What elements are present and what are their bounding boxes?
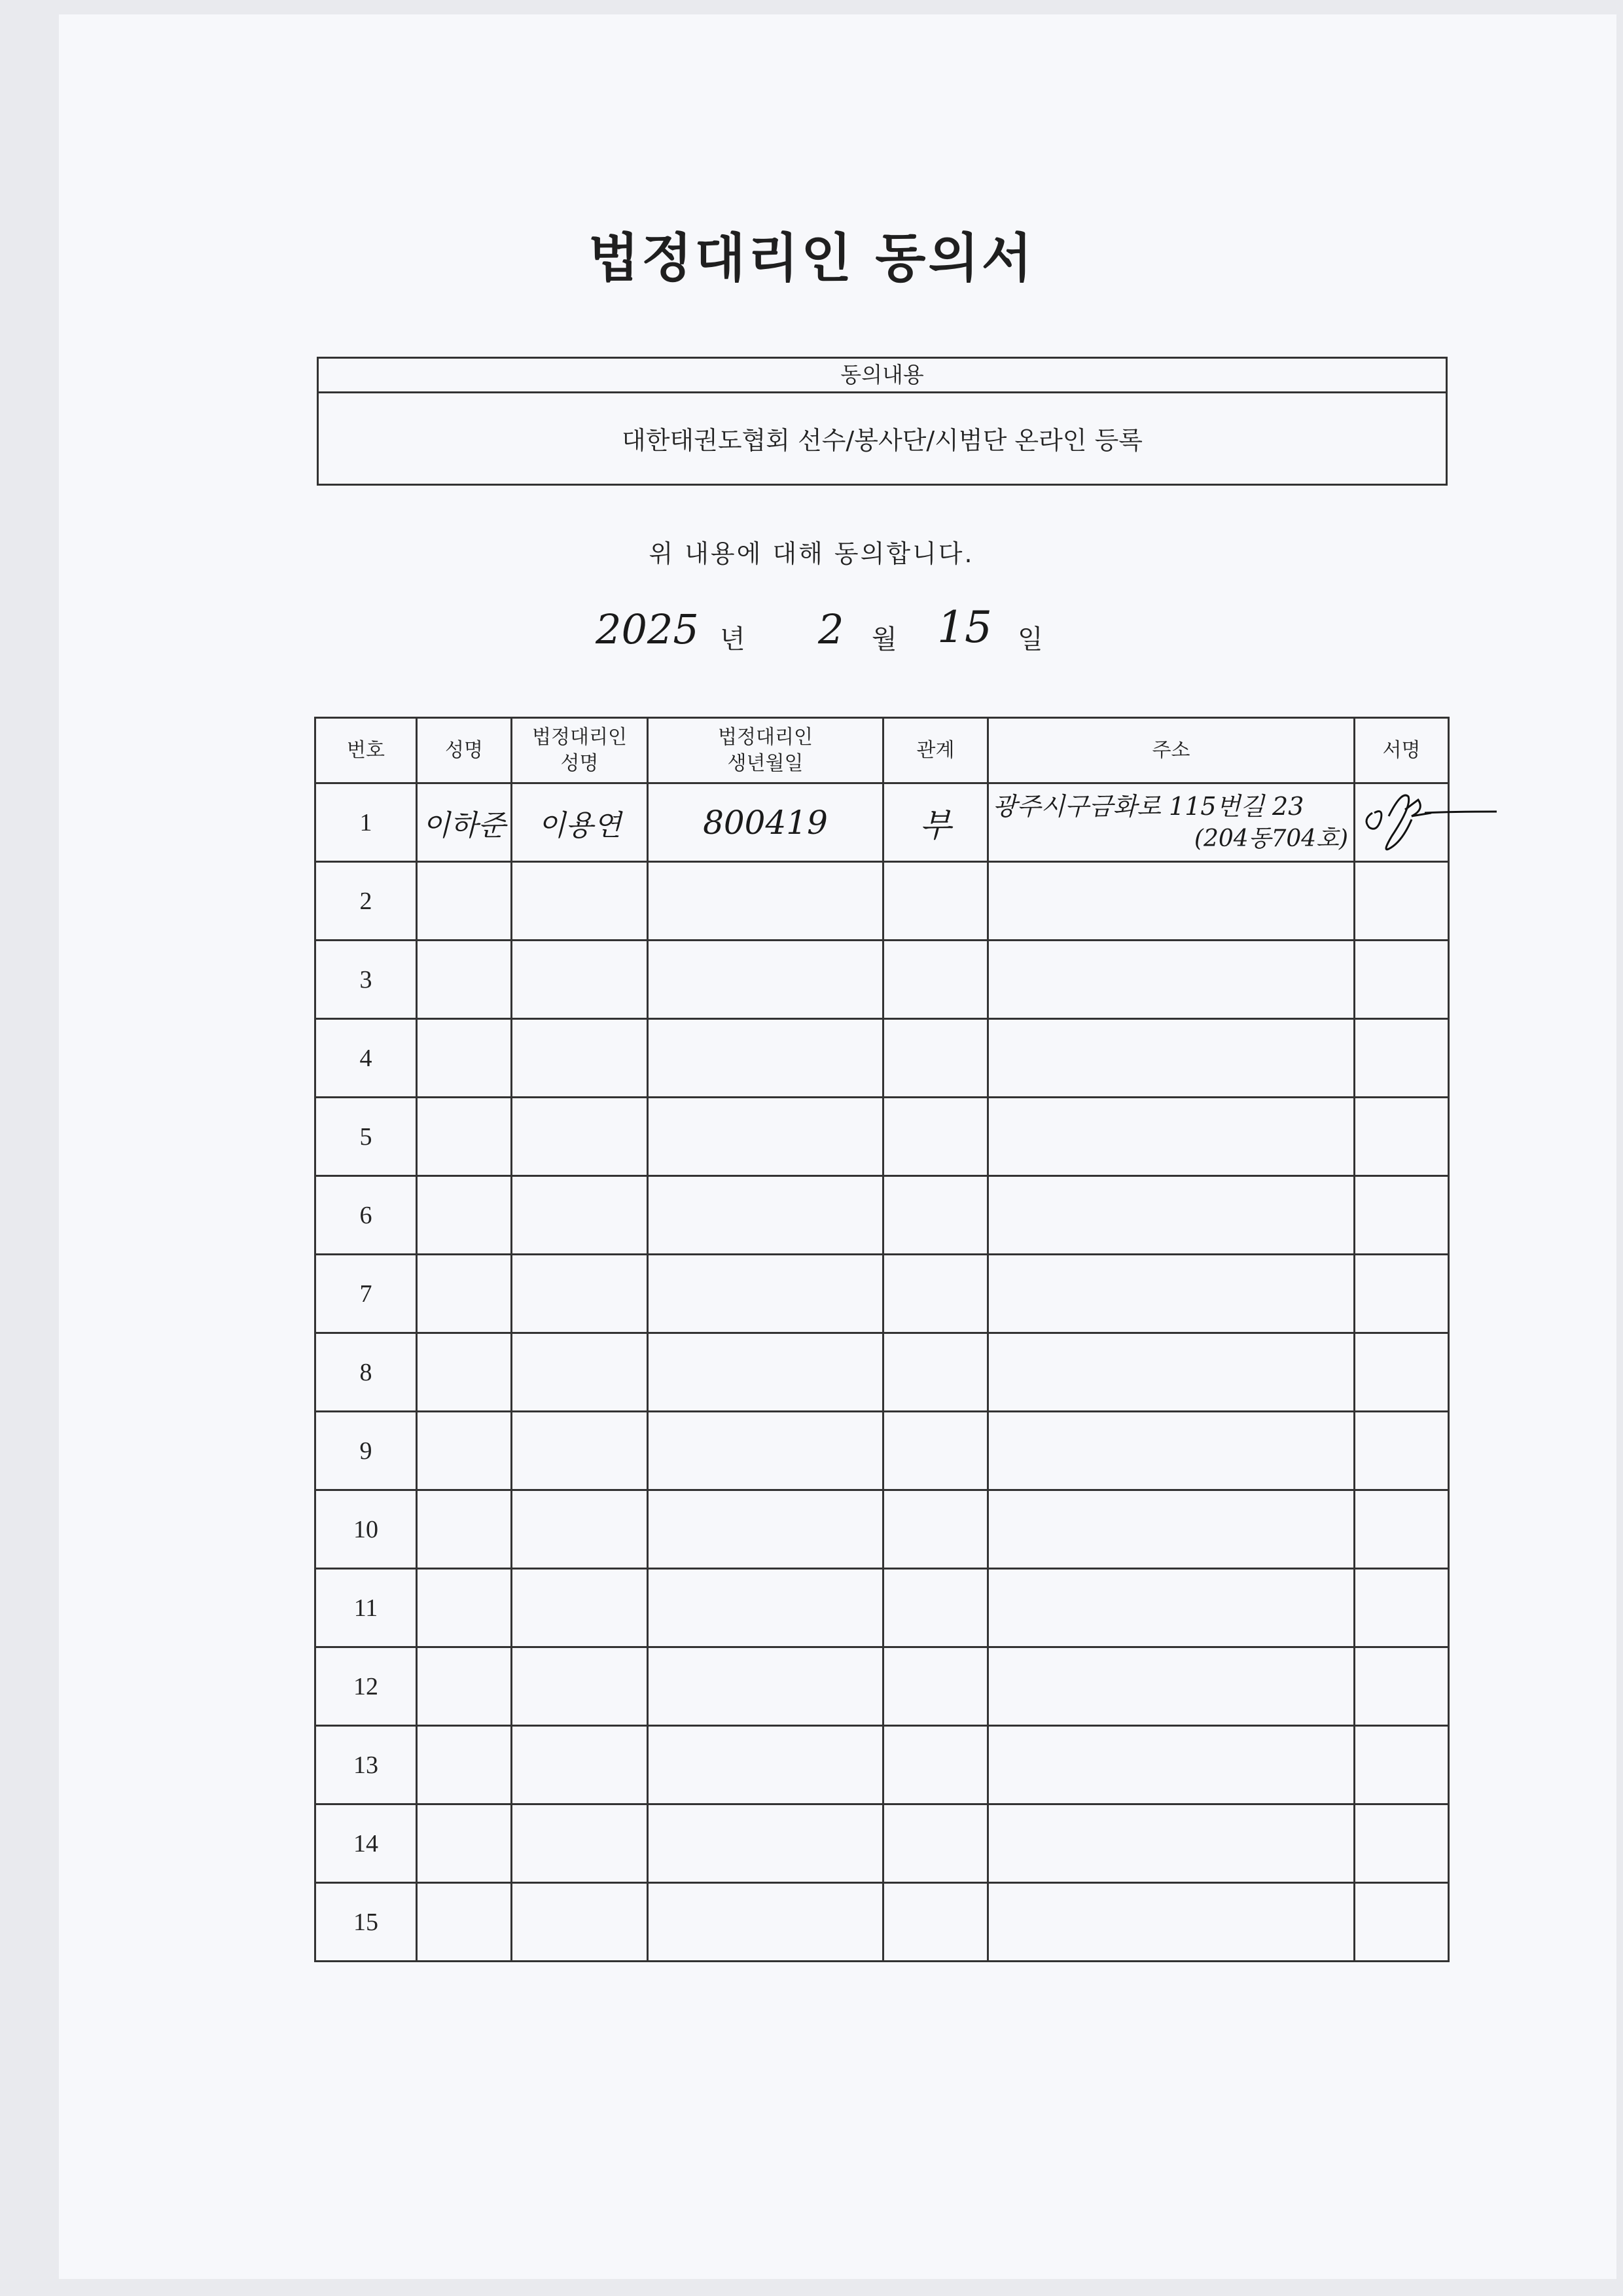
guardian-birth-cell[interactable] <box>648 1333 883 1412</box>
address-cell[interactable] <box>988 862 1355 941</box>
table-row <box>315 1098 1449 1176</box>
row-number-cell: 10 <box>315 1490 417 1569</box>
row-number-cell: 1 <box>315 783 417 862</box>
guardian-name-cell[interactable] <box>512 1098 648 1176</box>
table-row <box>315 1019 1449 1098</box>
registration-table <box>314 717 1450 1962</box>
guardian-name-cell[interactable] <box>512 1412 648 1490</box>
address-cell[interactable] <box>988 1490 1355 1569</box>
address-cell[interactable] <box>988 1804 1355 1883</box>
signature-cell[interactable] <box>1355 862 1449 941</box>
guardian-birth-cell[interactable] <box>648 941 883 1019</box>
table-row <box>315 783 1449 862</box>
guardian-birth-cell[interactable] <box>648 783 883 862</box>
student-name-cell[interactable] <box>417 1490 512 1569</box>
student-name-cell[interactable] <box>417 941 512 1019</box>
address-cell[interactable] <box>988 1255 1355 1333</box>
relation-cell[interactable] <box>883 1647 988 1726</box>
guardian-name-handwritten: 이용연 <box>537 808 622 842</box>
guardian-name-cell[interactable] <box>512 1019 648 1098</box>
address-line1-handwritten: 광주시구금화로 115번길 23 <box>993 791 1304 821</box>
guardian-name-cell[interactable] <box>512 862 648 941</box>
consent-body: 대한태권도협회 선수/봉사단/시범단 온라인 등록 <box>621 426 1143 455</box>
row-number-cell: 15 <box>315 1883 417 1962</box>
student-name-cell[interactable] <box>417 1647 512 1726</box>
document-title: 법정대리인 동의서 <box>588 228 1035 289</box>
date-month-label: 월 <box>872 624 897 655</box>
table-row <box>315 1412 1449 1490</box>
student-name-cell[interactable] <box>417 862 512 941</box>
student-name-cell[interactable] <box>417 783 512 862</box>
table-row <box>315 1176 1449 1255</box>
student-name-handwritten: 이하준 <box>422 808 506 842</box>
student-name-cell[interactable] <box>417 1255 512 1333</box>
header-signature: 서명 <box>1355 718 1449 783</box>
table-row <box>315 1647 1449 1726</box>
signature-cell[interactable] <box>1355 1804 1449 1883</box>
student-name-cell[interactable] <box>417 1726 512 1804</box>
student-name-cell[interactable] <box>417 1569 512 1647</box>
address-cell[interactable] <box>988 1412 1355 1490</box>
guardian-name-cell[interactable] <box>512 1647 648 1726</box>
address-cell[interactable] <box>988 1569 1355 1647</box>
relation-cell[interactable] <box>883 941 988 1019</box>
header-number: 번호 <box>315 718 417 783</box>
date-day-handwritten: 15 <box>937 602 992 653</box>
guardian-name-cell[interactable] <box>512 1726 648 1804</box>
student-name-cell[interactable] <box>417 1333 512 1412</box>
row-number-cell: 4 <box>315 1019 417 1098</box>
guardian-name-cell[interactable] <box>512 1333 648 1412</box>
header-name: 성명 <box>417 718 512 783</box>
guardian-birth-cell[interactable] <box>648 1019 883 1098</box>
signature-cell[interactable] <box>1355 1098 1449 1176</box>
guardian-birth-handwritten: 800419 <box>703 803 828 842</box>
relation-cell[interactable] <box>883 1883 988 1962</box>
address-cell[interactable] <box>988 1647 1355 1726</box>
row-number-cell: 12 <box>315 1647 417 1726</box>
signature-cell[interactable] <box>1355 1333 1449 1412</box>
relation-cell[interactable] <box>883 1019 988 1098</box>
header-relation: 관계 <box>883 718 988 783</box>
signature-cell[interactable] <box>1355 1883 1449 1962</box>
date-month-handwritten: 2 <box>818 605 844 653</box>
table-row <box>315 1255 1449 1333</box>
student-name-cell[interactable] <box>417 1176 512 1255</box>
relation-cell[interactable] <box>883 1804 988 1883</box>
row-number-cell: 2 <box>315 862 417 941</box>
header-guardian-birth: 법정대리인 생년월일 <box>648 718 883 783</box>
table-header-row <box>315 718 1449 783</box>
signature-cell[interactable] <box>1355 941 1449 1019</box>
address-cell[interactable] <box>988 1176 1355 1255</box>
student-name-cell[interactable] <box>417 1019 512 1098</box>
address-cell[interactable] <box>988 1019 1355 1098</box>
relation-cell[interactable] <box>883 1333 988 1412</box>
guardian-name-cell[interactable] <box>512 1569 648 1647</box>
table-row <box>315 941 1449 1019</box>
guardian-birth-cell[interactable] <box>648 862 883 941</box>
signature-cell[interactable] <box>1355 1647 1449 1726</box>
table-row <box>315 1333 1449 1412</box>
consent-heading: 동의내용 <box>319 359 1446 393</box>
guardian-birth-cell[interactable] <box>648 1883 883 1962</box>
header-guardian-name: 법정대리인 성명 <box>512 718 648 783</box>
guardian-name-cell[interactable] <box>512 1804 648 1883</box>
relation-cell[interactable] <box>883 1569 988 1647</box>
guardian-birth-cell[interactable] <box>648 1726 883 1804</box>
relation-cell[interactable] <box>883 1176 988 1255</box>
consent-content-box <box>317 357 1448 486</box>
signature-cell[interactable] <box>1355 1019 1449 1098</box>
relation-cell[interactable] <box>883 1490 988 1569</box>
signature-cell[interactable] <box>1355 1569 1449 1647</box>
date-day-label: 일 <box>1018 624 1043 655</box>
signature-cell[interactable] <box>1355 1412 1449 1490</box>
header-address: 주소 <box>988 718 1355 783</box>
student-name-cell[interactable] <box>417 1804 512 1883</box>
relation-cell[interactable] <box>883 1255 988 1333</box>
address-cell[interactable] <box>988 1098 1355 1176</box>
row-number-cell: 9 <box>315 1412 417 1490</box>
row-number-cell: 14 <box>315 1804 417 1883</box>
relation-handwritten: 부 <box>919 806 952 844</box>
date-year-label: 년 <box>720 624 745 655</box>
guardian-birth-cell[interactable] <box>648 1176 883 1255</box>
address-cell[interactable] <box>988 1333 1355 1412</box>
signature-cell[interactable] <box>1355 1490 1449 1569</box>
signature-cell[interactable] <box>1355 1176 1449 1255</box>
relation-cell[interactable] <box>883 1412 988 1490</box>
address-cell[interactable] <box>988 941 1355 1019</box>
student-name-cell[interactable] <box>417 1883 512 1962</box>
student-name-cell[interactable] <box>417 1098 512 1176</box>
guardian-name-cell[interactable] <box>512 1176 648 1255</box>
signature-cell[interactable] <box>1355 783 1449 862</box>
address-cell[interactable] <box>988 1726 1355 1804</box>
row-number-cell: 7 <box>315 1255 417 1333</box>
row-number-cell: 6 <box>315 1176 417 1255</box>
guardian-name-cell[interactable] <box>512 1490 648 1569</box>
address-cell[interactable] <box>988 783 1355 862</box>
row-number-cell: 11 <box>315 1569 417 1647</box>
address-cell[interactable] <box>988 1883 1355 1962</box>
relation-cell[interactable] <box>883 783 988 862</box>
relation-cell[interactable] <box>883 1098 988 1176</box>
table-row <box>315 1883 1449 1962</box>
address-line2-handwritten: (204동704호) <box>1194 825 1348 852</box>
guardian-birth-cell[interactable] <box>648 1804 883 1883</box>
guardian-birth-cell[interactable] <box>648 1098 883 1176</box>
student-name-cell[interactable] <box>417 1412 512 1490</box>
signature-mark <box>1359 787 1497 859</box>
relation-cell[interactable] <box>883 1726 988 1804</box>
guardian-birth-cell[interactable] <box>648 1255 883 1333</box>
relation-cell[interactable] <box>883 862 988 941</box>
guardian-name-cell[interactable] <box>512 783 648 862</box>
guardian-name-cell[interactable] <box>512 941 648 1019</box>
table-row <box>315 862 1449 941</box>
guardian-name-cell[interactable] <box>512 1255 648 1333</box>
date-year-handwritten: 2025 <box>596 605 699 653</box>
guardian-name-cell[interactable] <box>512 1883 648 1962</box>
signature-cell[interactable] <box>1355 1726 1449 1804</box>
table-row <box>315 1804 1449 1883</box>
row-number-cell: 13 <box>315 1726 417 1804</box>
guardian-birth-cell[interactable] <box>648 1412 883 1490</box>
row-number-cell: 8 <box>315 1333 417 1412</box>
signature-cell[interactable] <box>1355 1255 1449 1333</box>
table-row <box>315 1569 1449 1647</box>
guardian-birth-cell[interactable] <box>648 1569 883 1647</box>
agreement-statement: 위 내용에 대해 동의합니다. <box>649 539 974 568</box>
table-row <box>315 1726 1449 1804</box>
guardian-birth-cell[interactable] <box>648 1647 883 1726</box>
guardian-birth-cell[interactable] <box>648 1490 883 1569</box>
row-number-cell: 3 <box>315 941 417 1019</box>
row-number-cell: 5 <box>315 1098 417 1176</box>
table-row <box>315 1490 1449 1569</box>
